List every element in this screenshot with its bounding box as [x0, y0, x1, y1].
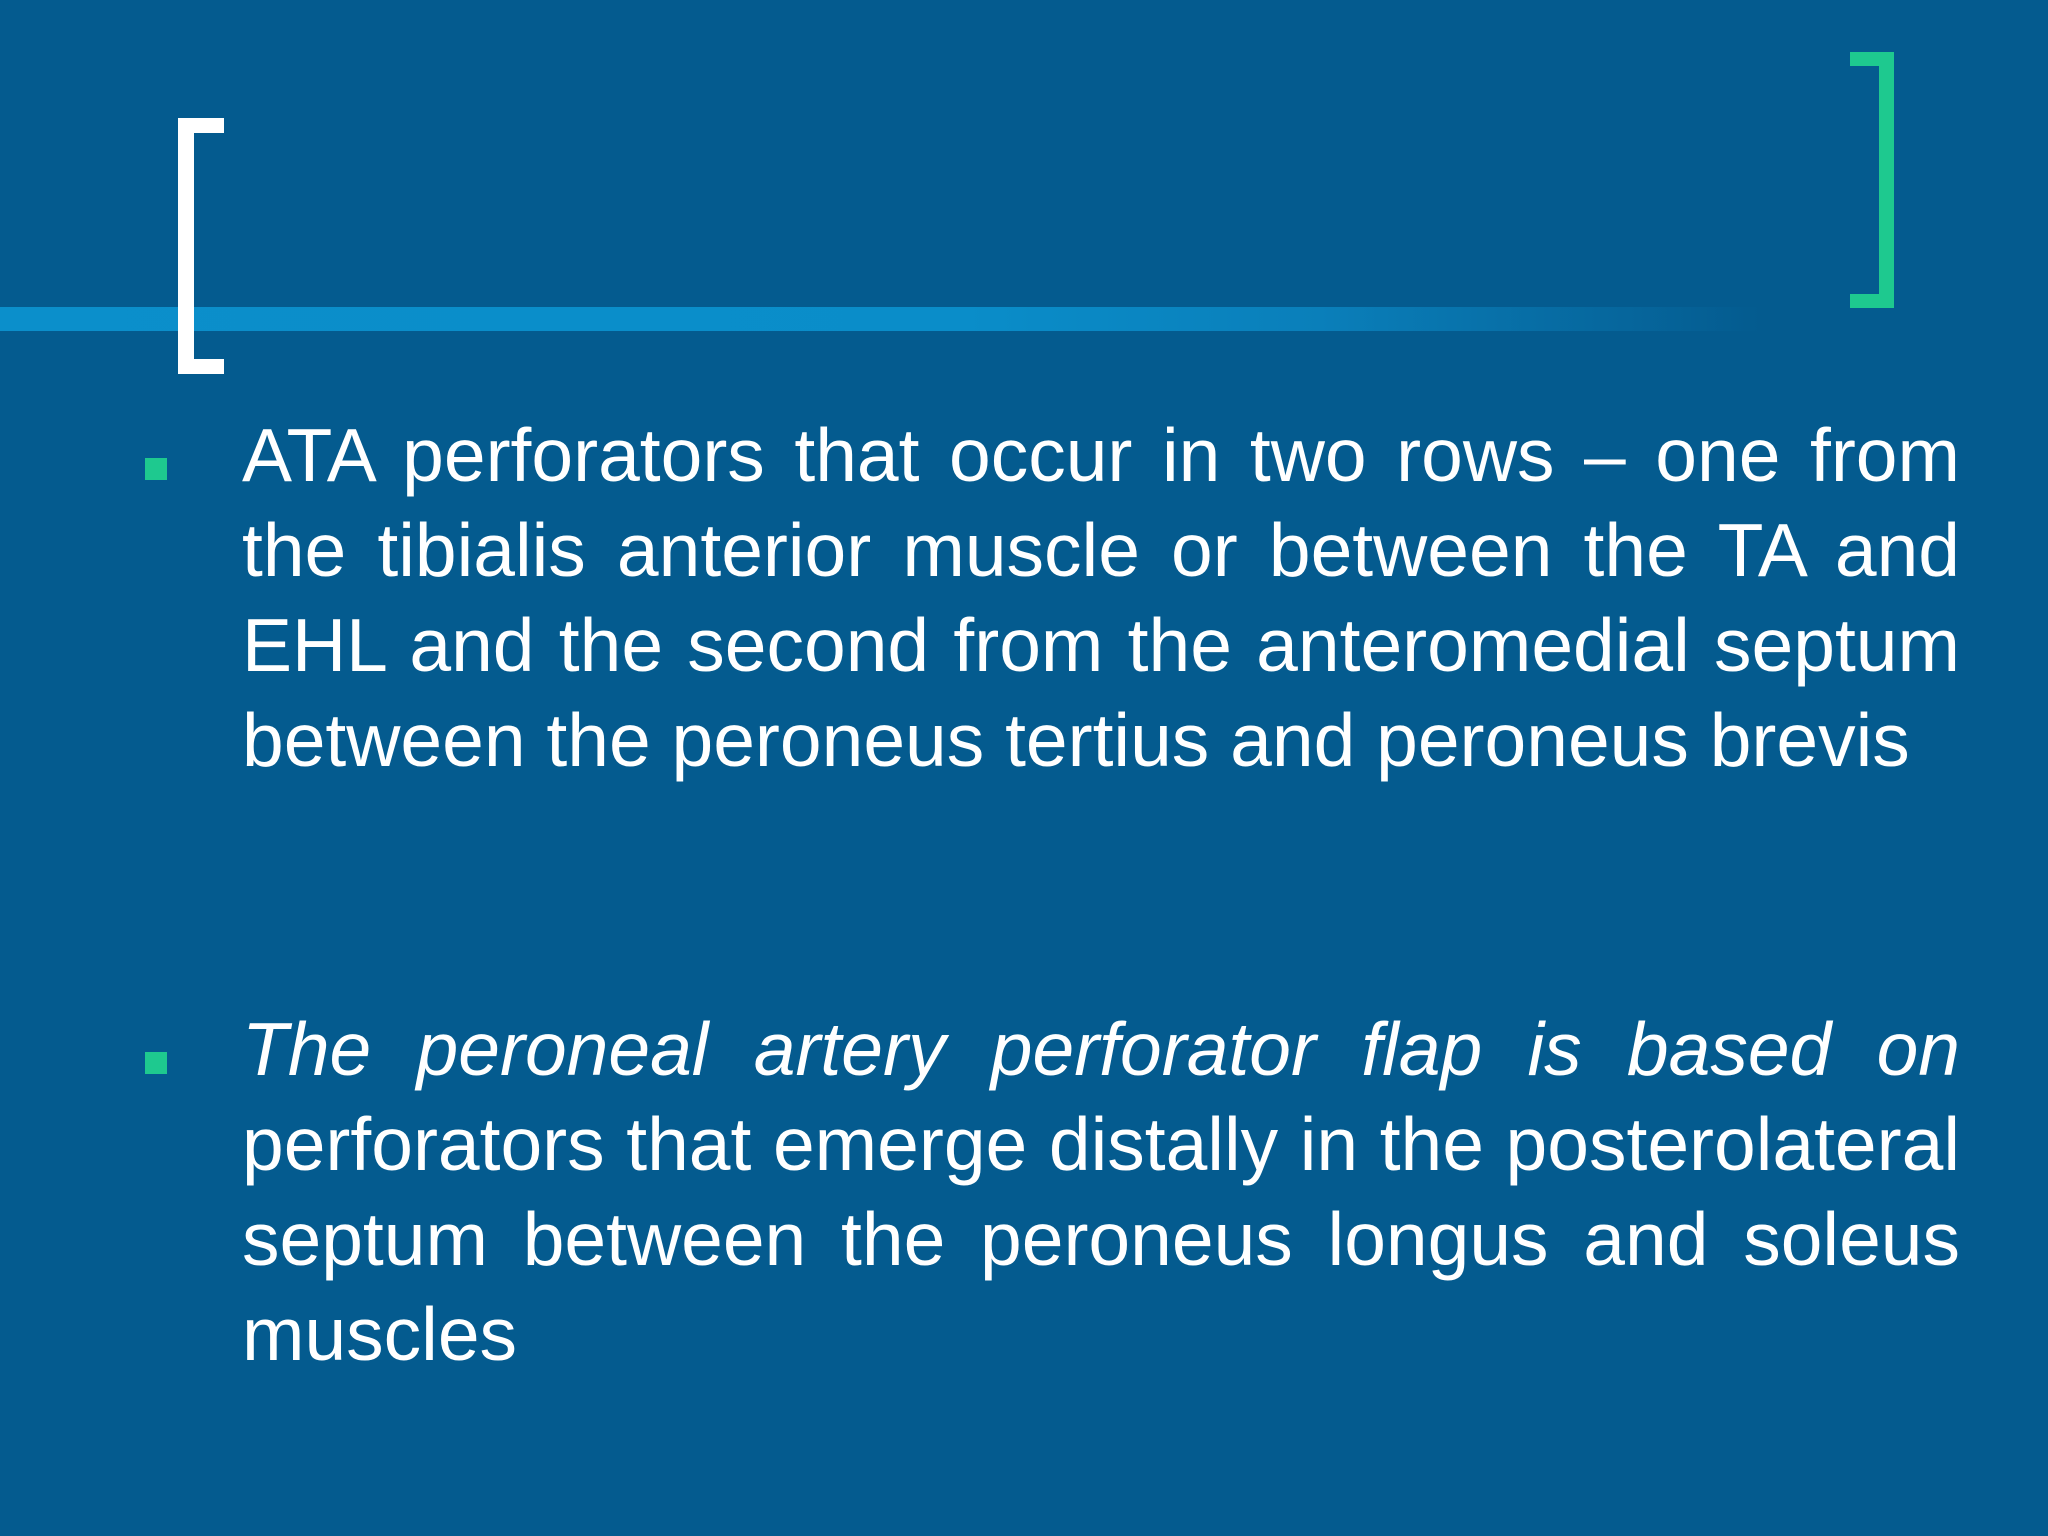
bullet-text-plain: perforators that emerge distally in the posterolateral septum between the peroneus longus and soleus muscles	[242, 1102, 1960, 1376]
bullet-text	[242, 408, 1960, 788]
bullet-text-plain: ATA perforators that occur in two rows – one from the tibialis anterior muscle or between the TA and EHL and the second from the anteromedial septum between the peroneus tertius and peroneus brevis	[242, 413, 1960, 782]
square-bullet-icon	[145, 1052, 167, 1074]
bullet-text-italic: The peroneal artery perforator flap is based on	[242, 1007, 1960, 1091]
bullet-text	[242, 1002, 1960, 1382]
square-bullet-icon	[145, 458, 167, 480]
